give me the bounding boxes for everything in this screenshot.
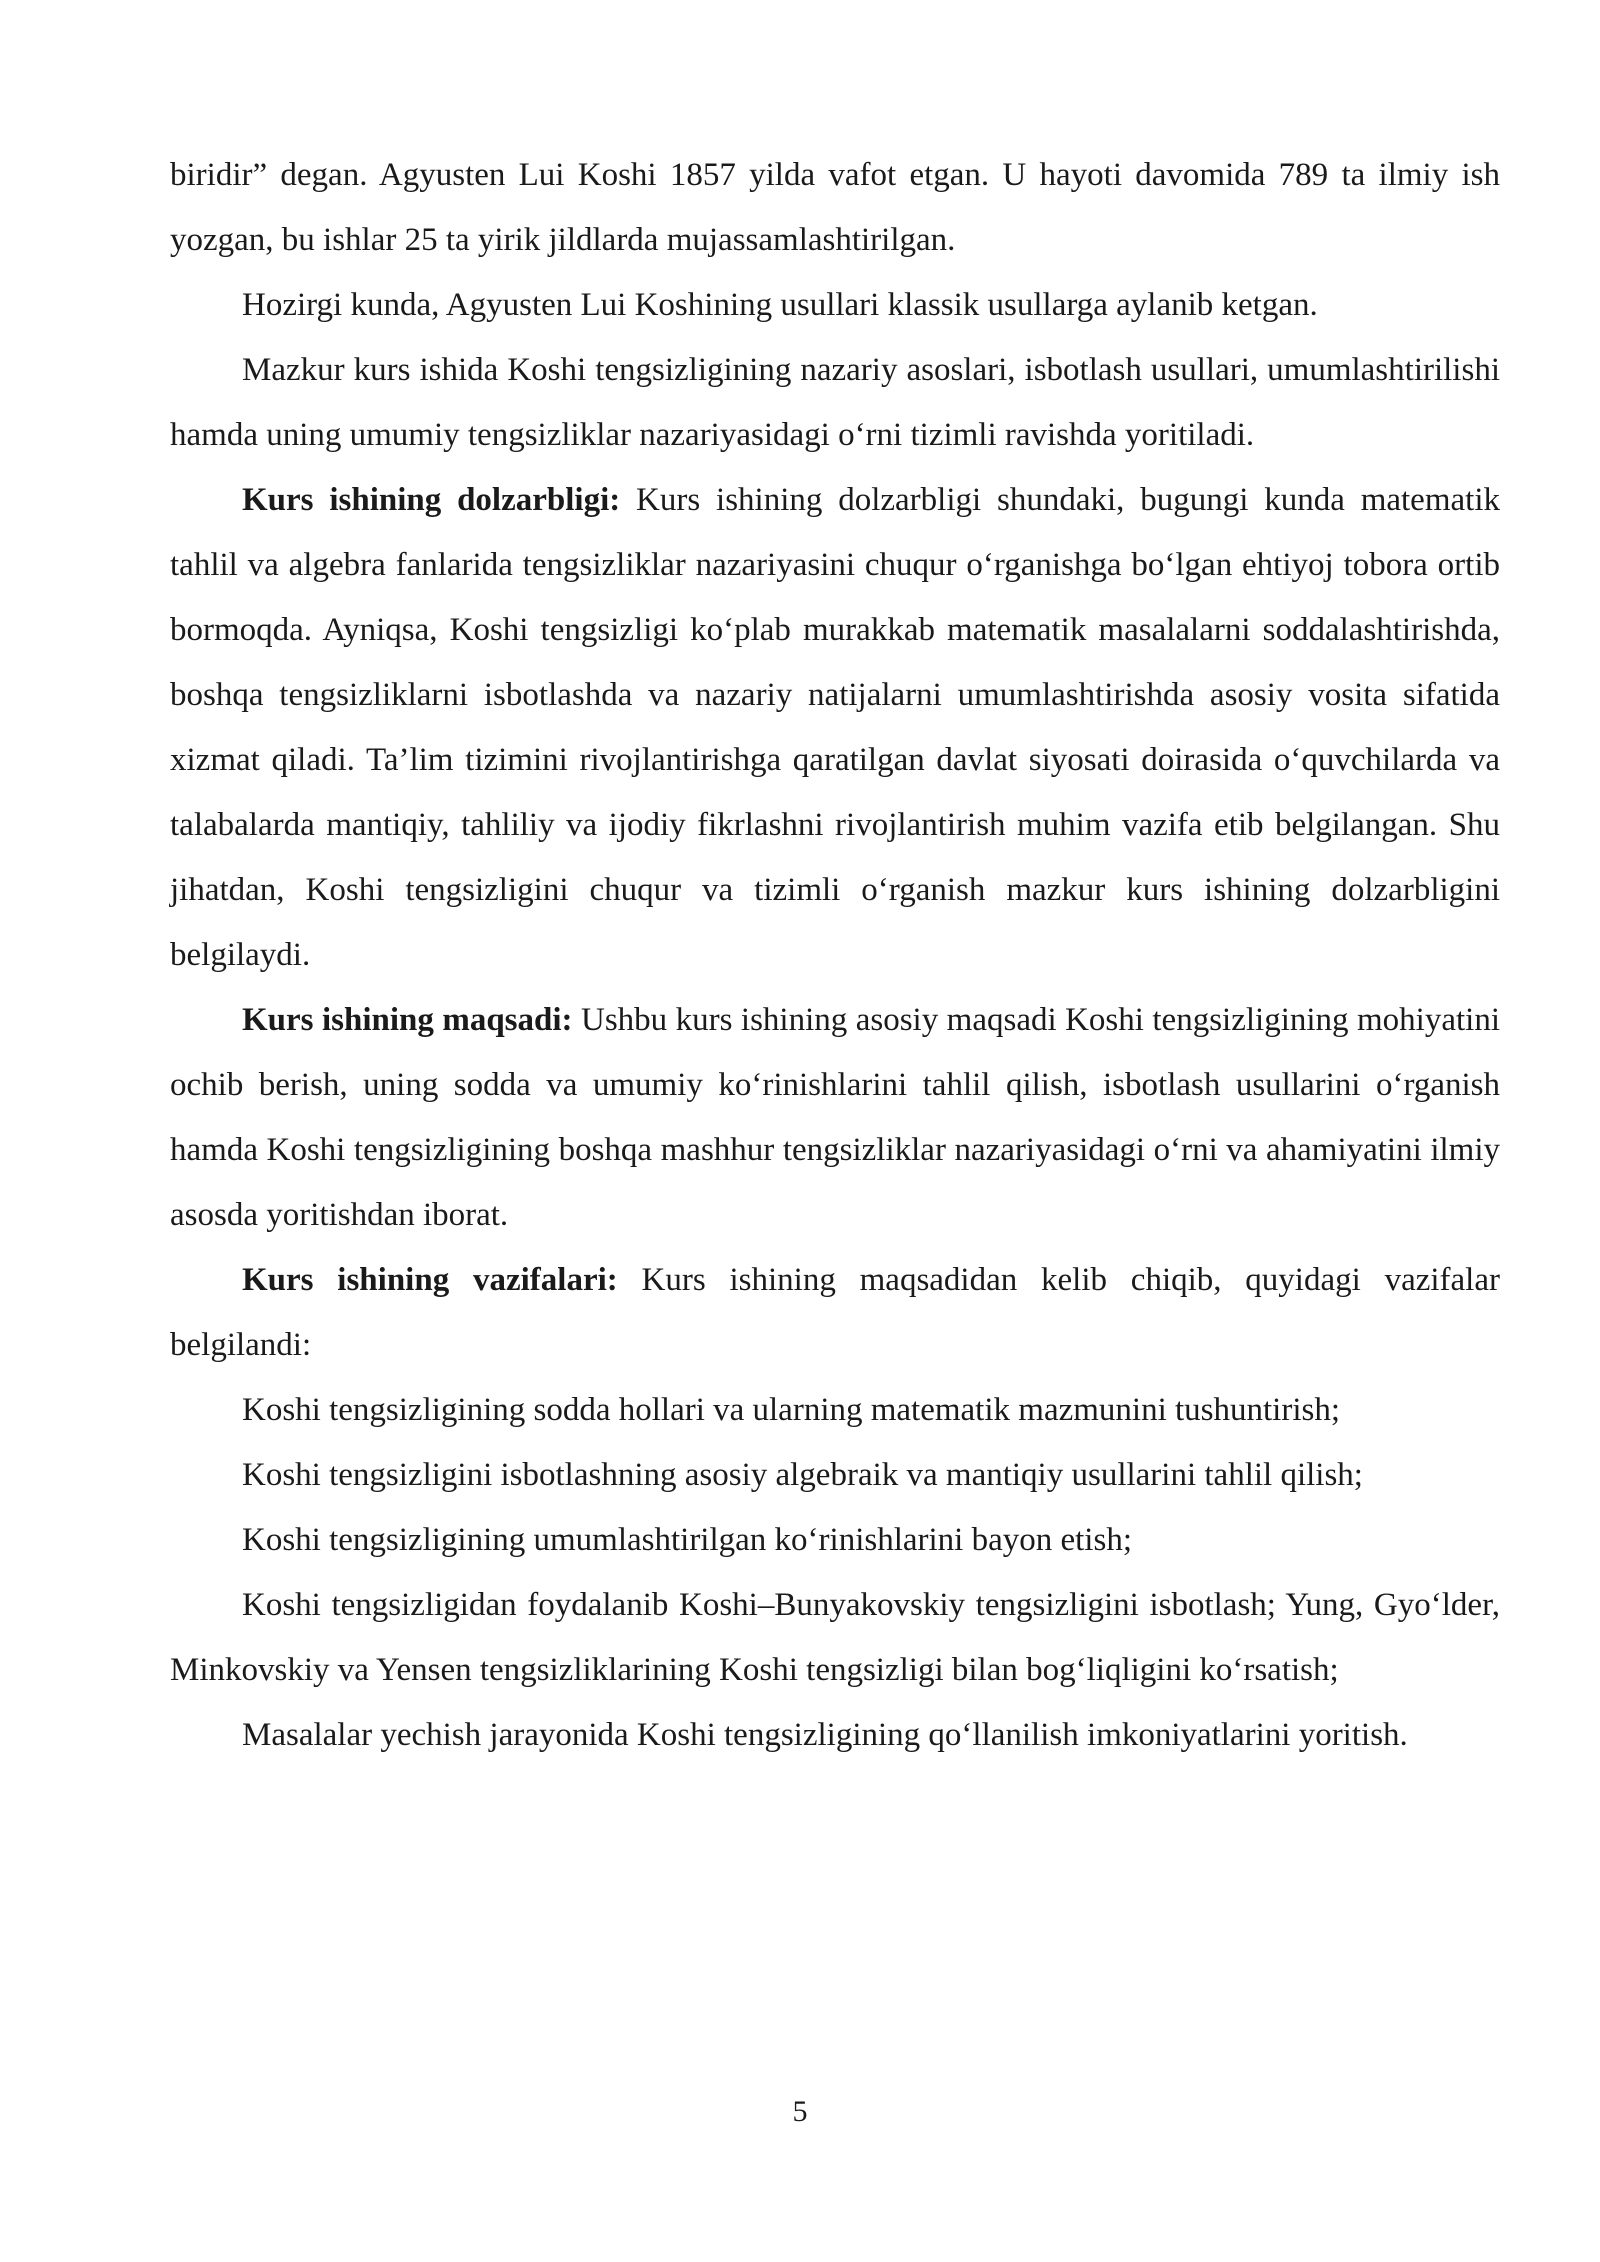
goal-text: Ushbu kurs ishining asosiy maqsadi Koshi tengsizligining mohiyatini ochib berish, uning sodda va umumiy ko‘rinishlarini tahlil qilish, isbotlash usullarini o‘rganish hamda Koshi tengsizligining boshqa mashhur tengsizliklar nazariyasidagi o‘rni va ahamiyatini ilmiy asosda yoritishdan iborat. xyxy=(170,1002,1500,1233)
paragraph-tasks xyxy=(170,1248,1500,1378)
paragraph-relevance xyxy=(170,468,1500,988)
paragraph-continuation: biridir” degan. Agyusten Lui Koshi 1857 yilda vafot etgan. U hayoti davomida 789 ta ilmiy ish yozgan, bu ishlar 25 ta yirik jildlarda mujassamlashtirilgan. xyxy=(170,157,1500,258)
body-text xyxy=(170,143,1500,1768)
goal-heading: Kurs ishining maqsadi: xyxy=(242,1002,573,1038)
task-item-2: Koshi tengsizligini isbotlashning asosiy algebraik va mantiqiy usullarini tahlil qilish; xyxy=(242,1457,1363,1493)
tasks-text: Kurs ishining maqsadidan kelib chiqib, quyidagi vazifalar belgilandi: xyxy=(170,1262,1500,1363)
paragraph-goal xyxy=(170,988,1500,1248)
relevance-text: Kurs ishining dolzarbligi shundaki, bugungi kunda matematik tahlil va algebra fanlarida tengsizliklar nazariyasini chuqur o‘rganishga bo‘lgan ehtiyoj tobora ortib bormoqda. Ayniqsa, Koshi tengsizligi ko‘plab murakkab matematik masalalarni soddalashtirishda, boshqa tengsizliklarni isbotlashda va nazariy natijalarni umumlashtirishda asosiy vosita sifatida xizmat qiladi. Ta’lim tizimini rivojlantirishga qaratilgan davlat siyosati doirasida o‘quvchilarda va talabalarda mantiqiy, tahliliy va ijodiy fikrlashni rivojlantirish muhim vazifa etib belgilangan. Shu jihatdan, Koshi tengsizligini chuqur va tizimli o‘rganish mazkur kurs ishining dolzarbligini belgilaydi. xyxy=(170,482,1500,973)
task-item-3: Koshi tengsizligining umumlashtirilgan ko‘rinishlarini bayon etish; xyxy=(242,1522,1132,1558)
relevance-heading: Kurs ishining dolzarbligi: xyxy=(242,482,621,518)
task-item-4: Koshi tengsizligidan foydalanib Koshi–Bunyakovskiy tengsizligini isbotlash; Yung, Gyo‘lder, Minkovskiy va Yensen tengsizliklarining Koshi tengsizligi bilan bog‘liqligini ko‘rsatish; xyxy=(170,1587,1500,1688)
paragraph-methods: Hozirgi kunda, Agyusten Lui Koshining usullari klassik usullarga aylanib ketgan. xyxy=(242,287,1318,323)
task-item-5: Masalalar yechish jarayonida Koshi tengsizligining qo‘llanilish imkoniyatlarini yoritish. xyxy=(242,1717,1408,1753)
tasks-heading: Kurs ishining vazifalari: xyxy=(242,1262,618,1298)
page-number: 5 xyxy=(792,2095,808,2128)
task-item-1: Koshi tengsizligining sodda hollari va ularning matematik mazmunini tushuntirish; xyxy=(242,1392,1341,1428)
paragraph-scope: Mazkur kurs ishida Koshi tengsizligining nazariy asoslari, isbotlash usullari, umumlashtirilishi hamda uning umumiy tengsizliklar nazariyasidagi o‘rni tizimli ravishda yoritiladi. xyxy=(170,352,1500,453)
